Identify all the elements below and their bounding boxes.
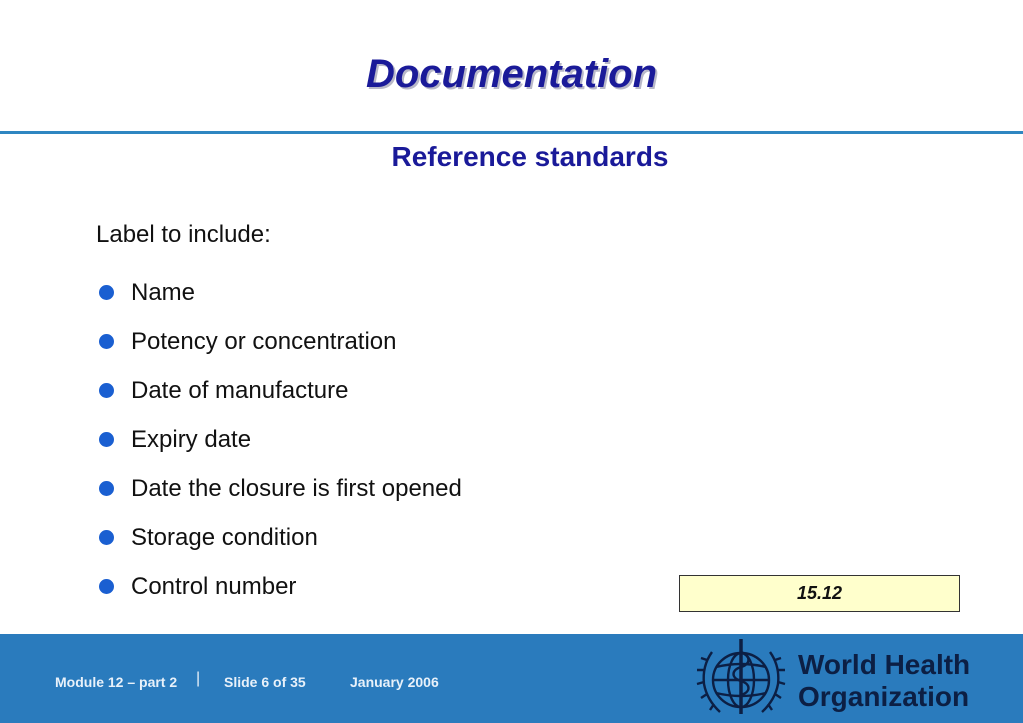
org-name-line2: Organization bbox=[798, 681, 970, 712]
bullet-icon bbox=[99, 530, 114, 545]
who-logotype bbox=[798, 649, 970, 713]
bullet-text: Potency or concentration bbox=[131, 327, 397, 355]
module-label: Module 12 – part 2 bbox=[55, 674, 178, 690]
footer-date: January 2006 bbox=[350, 674, 439, 690]
footer-bar bbox=[0, 634, 1023, 723]
bullet-icon bbox=[99, 334, 114, 349]
bullet-icon bbox=[99, 481, 114, 496]
org-name-line1: World Health bbox=[798, 649, 971, 680]
bullet-text: Date of manufacture bbox=[131, 376, 349, 404]
slide-number: Slide 6 of 35 bbox=[224, 674, 306, 690]
list-item bbox=[96, 415, 716, 464]
slide-body bbox=[96, 219, 716, 611]
bullet-icon bbox=[99, 285, 114, 300]
bullet-text: Control number bbox=[131, 572, 297, 600]
bullet-text: Date the closure is first opened bbox=[131, 474, 462, 502]
intro-text: Label to include: bbox=[96, 221, 271, 248]
title-divider bbox=[0, 131, 1023, 134]
list-item bbox=[96, 268, 716, 317]
who-emblem-icon bbox=[694, 636, 788, 720]
list-item bbox=[96, 464, 716, 513]
bullet-icon bbox=[99, 579, 114, 594]
reference-box: 15.12 bbox=[679, 575, 960, 612]
bullet-text: Storage condition bbox=[131, 523, 318, 551]
bullet-text: Name bbox=[131, 278, 196, 306]
bullet-text: Expiry date bbox=[131, 425, 252, 453]
list-item bbox=[96, 317, 716, 366]
slide-subtitle: Reference standards bbox=[391, 141, 669, 172]
bullet-icon bbox=[99, 383, 114, 398]
list-item bbox=[96, 366, 716, 415]
list-item bbox=[96, 562, 716, 611]
bullet-icon bbox=[99, 432, 114, 447]
slide-title: Documentation bbox=[365, 52, 658, 96]
bullet-list bbox=[96, 268, 716, 611]
footer-separator: | bbox=[196, 670, 201, 687]
list-item bbox=[96, 513, 716, 562]
